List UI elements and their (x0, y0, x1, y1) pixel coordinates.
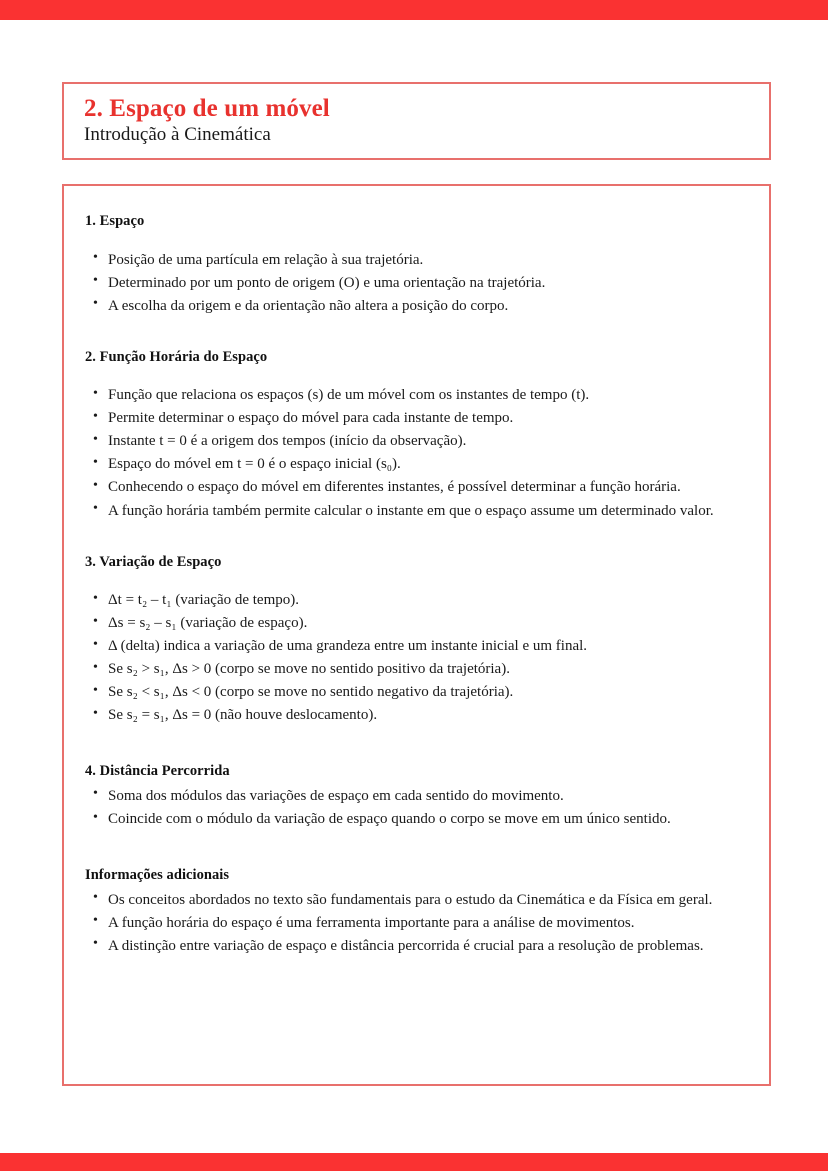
list-item: • Espaço do móvel em t = 0 é o espaço inicial (s₀). (85, 453, 739, 475)
list-item: • A função horária do espaço é uma ferramenta importante para a análise de movimentos. (85, 912, 739, 934)
section-bullet-list (85, 785, 739, 830)
list-item: • A distinção entre variação de espaço e distância percorrida é crucial para a resolução de problemas. (85, 935, 739, 957)
list-item: • Posição de uma partícula em relação à sua trajetória. (85, 249, 739, 271)
section-distancia-percorrida (85, 762, 739, 830)
page-subtitle: Introdução à Cinemática (84, 124, 271, 145)
section-bullet-list (85, 384, 739, 521)
list-item: • Conhecendo o espaço do móvel em diferentes instantes, é possível determinar a função horária. (85, 476, 739, 498)
page-title: 2. Espaço de um móvel (84, 95, 330, 122)
section-heading: 4. Distância Percorrida (85, 763, 230, 780)
bottom-accent-bar (0, 1153, 828, 1171)
top-accent-bar (0, 0, 828, 20)
list-item: • A função horária também permite calcular o instante em que o espaço assume um determinado valor. (85, 500, 739, 522)
section-heading: Informações adicionais (85, 867, 230, 884)
list-item: • Função que relaciona os espaços (s) de um móvel com os instantes de tempo (t). (85, 384, 739, 406)
content-box (62, 184, 771, 1086)
list-item: • A escolha da origem e da orientação não altera a posição do corpo. (85, 295, 739, 317)
list-item: • Permite determinar o espaço do móvel para cada instante de tempo. (85, 407, 739, 429)
section-bullet-list (85, 249, 739, 317)
list-item: • Δt = t₂ – t₁ (variação de tempo). (85, 589, 739, 611)
section-informacoes-adicionais (85, 866, 739, 957)
section-heading: 2. Função Horária do Espaço (85, 348, 268, 365)
list-item: • Δ (delta) indica a variação de uma grandeza entre um instante inicial e um final. (85, 635, 739, 657)
list-item: • Coincide com o módulo da variação de espaço quando o corpo se move em um único sentido. (85, 808, 739, 830)
list-item: • Soma dos módulos das variações de espaço em cada sentido do movimento. (85, 785, 739, 807)
section-variacao-espaco (85, 553, 739, 727)
list-item: • Se s₂ > s₁, Δs > 0 (corpo se move no sentido positivo da trajetória). (85, 658, 739, 680)
list-item: • Instante t = 0 é a origem dos tempos (início da observação). (85, 430, 739, 452)
section-bullet-list (85, 589, 739, 726)
list-item: • Se s₂ = s₁, Δs = 0 (não houve deslocamento). (85, 704, 739, 726)
section-bullet-list (85, 889, 739, 957)
section-funcao-horaria (85, 348, 739, 522)
section-heading: 3. Variação de Espaço (85, 553, 222, 570)
section-espaco (85, 212, 739, 317)
list-item: • Δs = s₂ – s₁ (variação de espaço). (85, 612, 739, 634)
list-item: • Os conceitos abordados no texto são fundamentais para o estudo da Cinemática e da Física em geral. (85, 889, 739, 911)
title-box (62, 82, 771, 160)
section-heading: 1. Espaço (85, 213, 145, 229)
list-item: • Se s₂ < s₁, Δs < 0 (corpo se move no sentido negativo da trajetória). (85, 681, 739, 703)
list-item: • Determinado por um ponto de origem (O) e uma orientação na trajetória. (85, 272, 739, 294)
